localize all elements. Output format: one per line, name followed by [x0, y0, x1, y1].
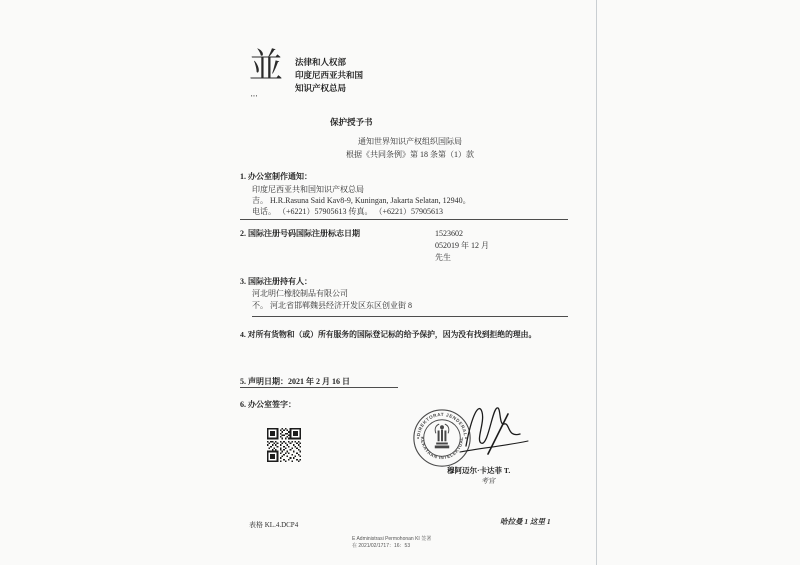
section-2-heading: 2. 国际注册号码国际注册标志日期 [240, 229, 360, 238]
section-4-statement: 4. 对所有货物和（或）所有服务的国际登记标的给予保护，因为没有找到拒绝的理由。 [240, 330, 537, 339]
paper-edge-line [596, 0, 597, 565]
footer-page-label: 哈拉曼 1 这里 1 [500, 517, 551, 526]
notice-block [238, 136, 582, 161]
section-5-declaration-date: 5. 声明日期：2021 年 2 月 16 日 [240, 377, 350, 386]
section-3-heading: 3. 国际注册持有人： [240, 277, 312, 286]
registration-date-value: 052019 年 12 月 [435, 241, 489, 250]
footer-form-code: 表格 KL.4.DCP4 [249, 521, 299, 529]
divider-line-1 [240, 219, 568, 220]
section-1-heading: 1. 办公室制作通知： [240, 172, 312, 181]
notice-line-2: 根据《共同条例》第 18 条第（1）款 [346, 149, 474, 159]
registration-number-value: 1523602 [435, 229, 463, 238]
ministry-line-1: 法律和人权部 [295, 57, 347, 67]
ministry-name-block [295, 56, 363, 95]
section-1-phone-fax: 电话。 （+6221）57905613 传真。 （+6221）57905613 [252, 207, 444, 216]
footer-esign-line-2: 在 2021/02/1717：16：53 [352, 543, 411, 549]
signer-name: 穆阿迈尔·卡达菲 T. [447, 466, 511, 475]
seal-arc-top-text: DIREKTORAT JENDERAL [415, 411, 468, 437]
ministry-line-3: 知识产权总局 [295, 83, 347, 93]
footer-esign-line-1: E Administrasi Permohonan KI 签署 [352, 536, 432, 542]
holder-name: 河北明仁橡胶制品有限公司 [252, 289, 348, 298]
seal-emblem-icon [435, 424, 449, 448]
section-1-address: 吉。 H.R.Rasuna Said Kav8-9, Kuningan, Jakarta Selatan, 12940。 [252, 196, 471, 205]
document-title: 保护授予书 [330, 117, 373, 127]
holder-address: 不。 河北省邯郸魏县经济开发区东区创业街 8 [252, 301, 412, 310]
signer-title: 考官 [481, 477, 495, 485]
notice-line-1: 通知世界知识产权组织国际局 [358, 137, 462, 146]
seal-arc-bottom-text: KEKAYAAN INTELEKTUAL [419, 436, 465, 461]
ministry-logo-caption: ▪▪▪ [251, 93, 259, 98]
ministry-logo-icon: 並 [249, 48, 283, 85]
section-6-heading: 6. 办公室签字： [240, 400, 296, 409]
salutation-value: 先生 [435, 253, 451, 262]
ministry-line-2: 印度尼西亚共和国 [295, 70, 364, 80]
seal-left-dot [417, 437, 419, 439]
divider-line-2 [252, 316, 568, 317]
section-1-office-name: 印度尼西亚共和国知识产权总局 [252, 185, 364, 194]
declaration-underline [240, 387, 398, 388]
handwritten-signature [452, 396, 532, 458]
qr-code [267, 428, 301, 462]
